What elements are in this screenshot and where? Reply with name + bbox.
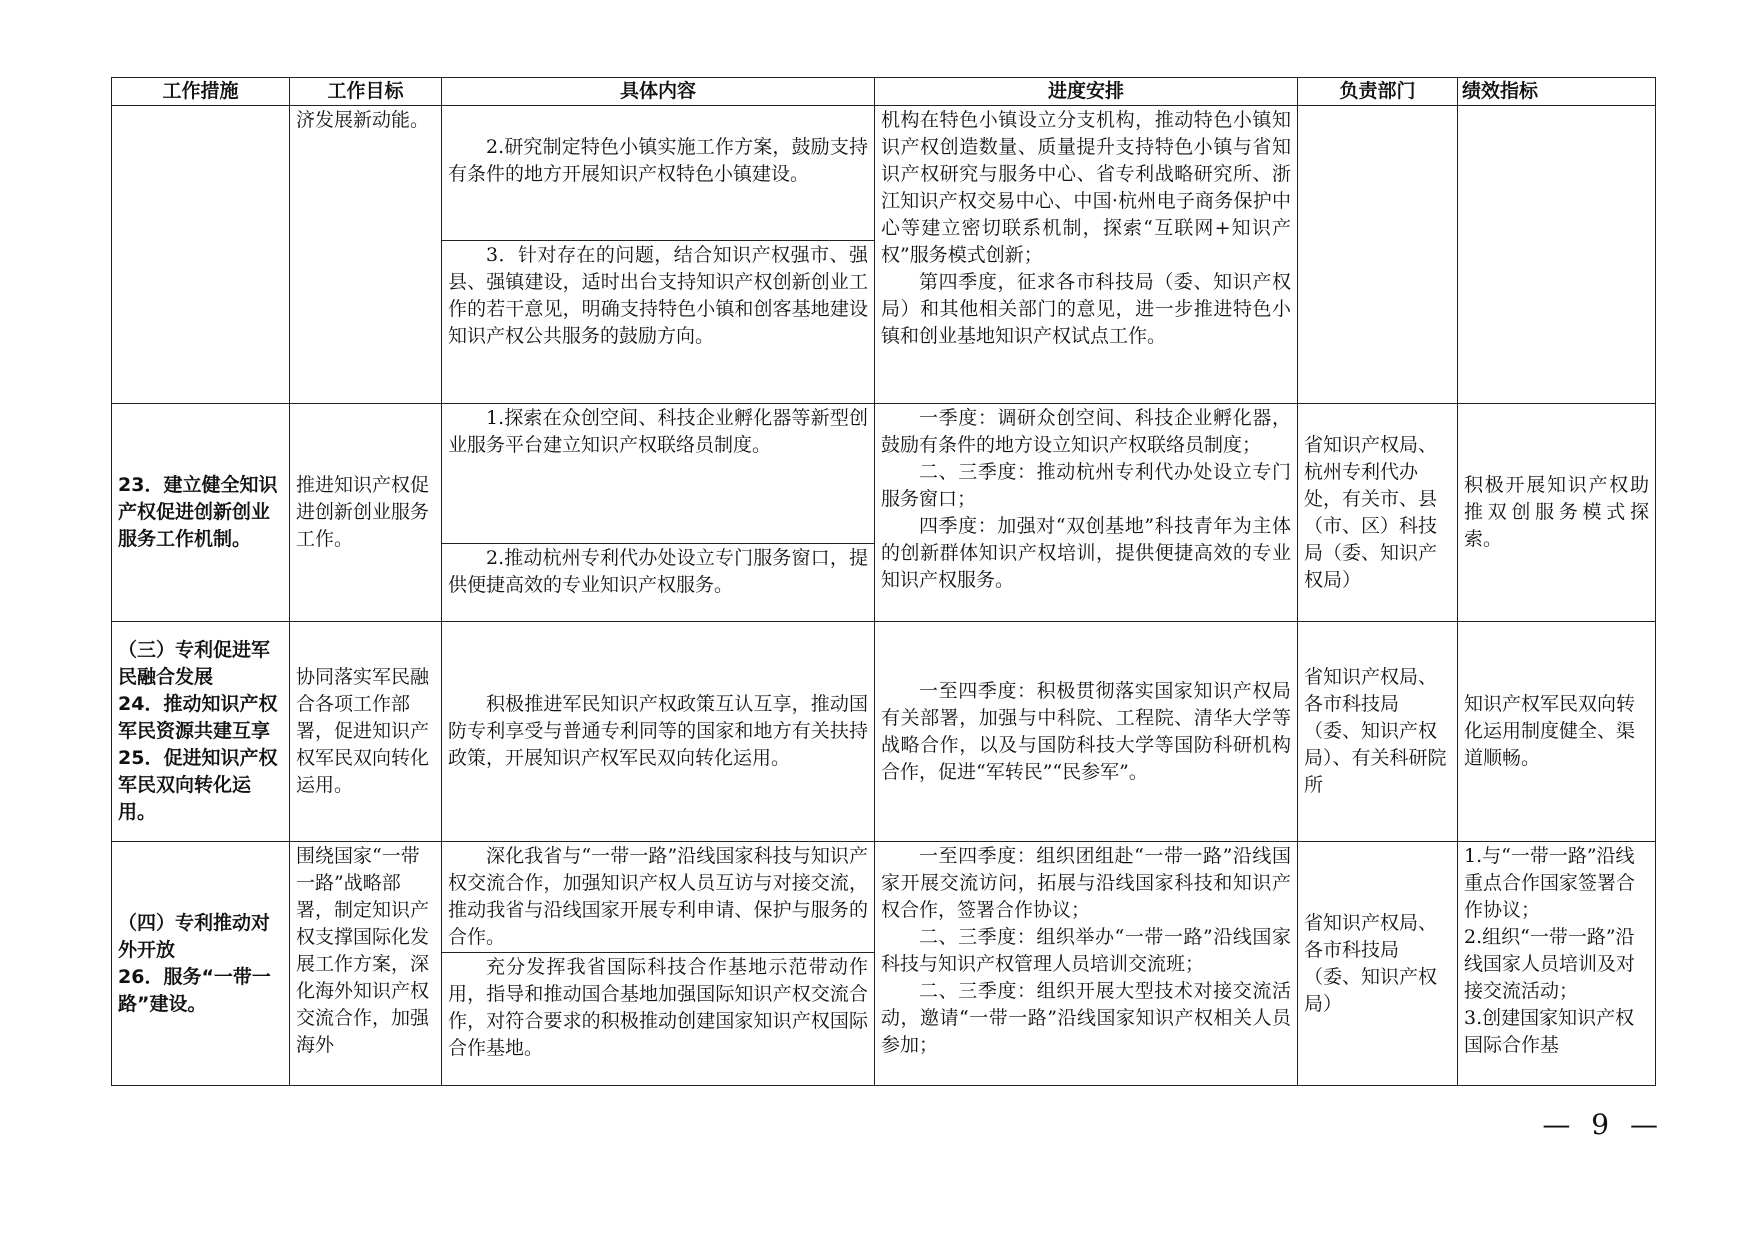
goal-cell: 协同落实军民融合各项工作部署，促进知识产权军民双向转化运用。 <box>290 622 442 842</box>
indicator-cell: 知识产权军民双向转化运用制度健全、渠道顺畅。 <box>1458 622 1656 842</box>
content-cell <box>442 241 875 404</box>
content-item: 2.研究制定特色小镇实施工作方案，鼓励支持有条件的地方开展知识产权特色小镇建设。 <box>448 136 868 185</box>
schedule-item: 二、三季度：推动杭州专利代办处设立专门服务窗口； <box>881 461 1291 510</box>
content-item: 2.推动杭州专利代办处设立专门服务窗口，提供便捷高效的专业知识产权服务。 <box>448 547 868 596</box>
schedule-item: 二、三季度：组织举办“一带一路”沿线国家科技与知识产权管理人员培训交流班； <box>881 926 1291 975</box>
measure-cell <box>112 106 290 404</box>
table-header-row <box>112 78 1656 106</box>
goal-cell: 推进知识产权促进创新创业服务工作。 <box>290 404 442 622</box>
content-cell <box>442 544 875 622</box>
schedule-cell <box>875 622 1298 842</box>
content-item: 3．针对存在的问题，结合知识产权强市、强县、强镇建设，适时出台支持知识产权创新创业工作的若干意见，明确支持特色小镇和创客基地建设知识产权公共服务的鼓励方向。 <box>448 244 868 347</box>
work-plan-table <box>111 77 1656 1086</box>
table-row <box>112 842 1656 953</box>
content-item: 充分发挥我省国际科技合作基地示范带动作用，指导和推动国合基地加强国际知识产权交流合作，对符合要求的积极推动创建国家知识产权国际合作基地。 <box>448 956 868 1059</box>
schedule-item: 机构在特色小镇设立分支机构，推动特色小镇知识产权创造数量、质量提升支持特色小镇与省知识产权研究与服务中心、省专利战略研究所、浙江知识产权交易中心、中国·杭州电子商务保护中心等建立密切联系机制，探索“互联网+知识产权”服务模式创新； <box>881 109 1291 266</box>
header-content: 具体内容 <box>442 78 875 106</box>
content-cell <box>442 106 875 241</box>
department-cell: 省知识产权局、各市科技局（委、知识产权局） <box>1298 842 1458 1086</box>
department-cell <box>1298 106 1458 404</box>
page-number: — 9 — <box>1542 1108 1664 1141</box>
schedule-item: 一至四季度：积极贯彻落实国家知识产权局有关部署，加强与中科院、工程院、清华大学等战略合作，以及与国防科技大学等国防科研机构合作，促进“军转民”“民参军”。 <box>881 679 1291 783</box>
table-row <box>112 404 1656 544</box>
header-goal: 工作目标 <box>290 78 442 106</box>
indicator-cell: 1.与“一带一路”沿线重点合作国家签署合作协议； 2.组织“一带一路”沿线国家人员培训及对接交流活动； 3.创建国家知识产权国际合作基 <box>1458 842 1656 1086</box>
indicator-cell <box>1458 106 1656 404</box>
header-measure: 工作措施 <box>112 78 290 106</box>
schedule-item: 第四季度，征求各市科技局（委、知识产权局）和其他相关部门的意见，进一步推进特色小镇和创业基地知识产权试点工作。 <box>881 271 1291 347</box>
measure-cell: 23．建立健全知识产权促进创新创业服务工作机制。 <box>112 404 290 622</box>
table-row <box>112 106 1656 241</box>
schedule-cell <box>875 106 1298 404</box>
schedule-item: 二、三季度：组织开展大型技术对接交流活动，邀请“一带一路”沿线国家知识产权相关人员参加； <box>881 980 1291 1056</box>
content-item: 积极推进军民知识产权政策互认互享，推动国防专利享受与普通专利同等的国家和地方有关扶持政策，开展知识产权军民双向转化运用。 <box>448 693 868 769</box>
schedule-cell <box>875 404 1298 622</box>
content-item: 深化我省与“一带一路”沿线国家科技与知识产权交流合作，加强知识产权人员互访与对接交流，推动我省与沿线国家开展专利申请、保护与服务的合作。 <box>448 845 868 948</box>
schedule-item: 一季度：调研众创空间、科技企业孵化器，鼓励有条件的地方设立知识产权联络员制度； <box>881 407 1291 456</box>
header-schedule: 进度安排 <box>875 78 1298 106</box>
goal-cell: 济发展新动能。 <box>290 106 442 404</box>
department-cell: 省知识产权局、各市科技局（委、知识产权局）、有关科研院所 <box>1298 622 1458 842</box>
goal-cell: 围绕国家“一带一路”战略部署，制定知识产权支撑国际化发展工作方案，深化海外知识产权交流合作，加强海外 <box>290 842 442 1086</box>
header-department: 负责部门 <box>1298 78 1458 106</box>
indicator-cell: 积极开展知识产权助推双创服务模式探索。 <box>1458 404 1656 622</box>
content-cell <box>442 404 875 544</box>
table-row <box>112 622 1656 842</box>
schedule-cell <box>875 842 1298 1086</box>
content-item: 1.探索在众创空间、科技企业孵化器等新型创业服务平台建立知识产权联络员制度。 <box>448 407 868 456</box>
header-indicator: 绩效指标 <box>1458 78 1656 106</box>
department-cell: 省知识产权局、杭州专利代办处，有关市、县（市、区）科技局（委、知识产权局） <box>1298 404 1458 622</box>
measure-cell: （三）专利促进军民融合发展 24．推动知识产权军民资源共建互享 25．促进知识产权军民双向转化运用。 <box>112 622 290 842</box>
measure-cell: （四）专利推动对外开放 26．服务“一带一路”建设。 <box>112 842 290 1086</box>
schedule-item: 一至四季度：组织团组赴“一带一路”沿线国家开展交流访问，拓展与沿线国家科技和知识产权合作，签署合作协议； <box>881 845 1291 921</box>
content-cell <box>442 953 875 1086</box>
schedule-item: 四季度：加强对“双创基地”科技青年为主体的创新群体知识产权培训，提供便捷高效的专业知识产权服务。 <box>881 515 1291 591</box>
content-cell <box>442 622 875 842</box>
content-cell <box>442 842 875 953</box>
